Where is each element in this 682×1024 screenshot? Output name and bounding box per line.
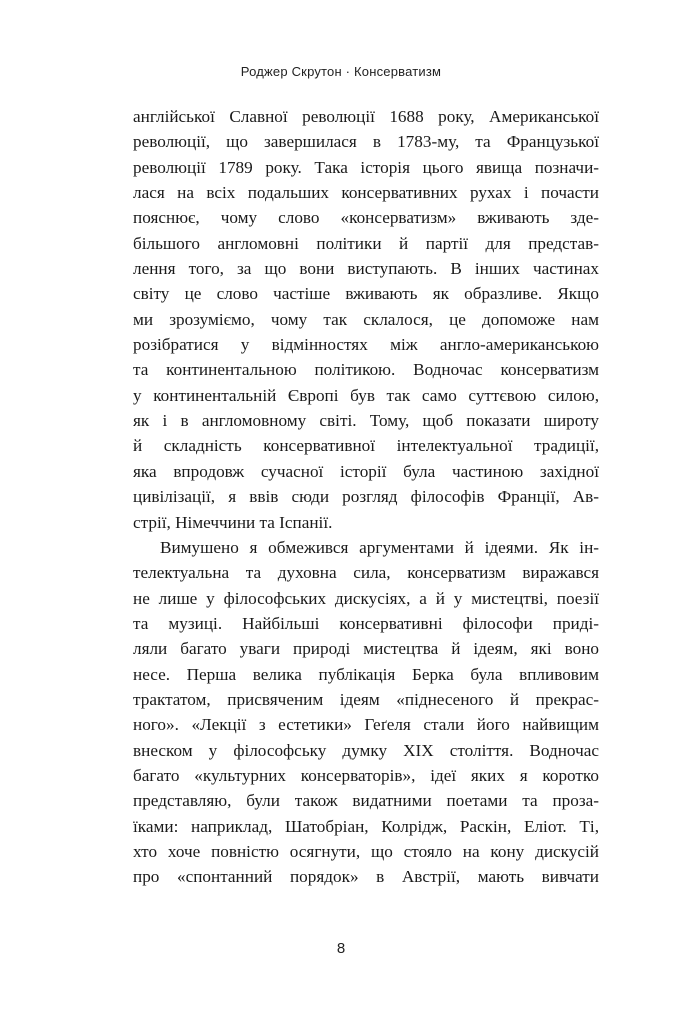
text-line: та континентальною політикою. Водночас консерватизм [133, 360, 599, 380]
text-line: лення того, за що вони виступають. В інших частинах [133, 259, 599, 279]
text-line: у континентальній Європі був так само суттєвою силою, [133, 385, 599, 405]
page-number: 8 [336, 940, 346, 957]
body-text [133, 104, 599, 890]
text-line: їками: наприклад, Шатобріан, Колрідж, Раскін, Еліот. Ті, [133, 816, 599, 836]
text-line: англійської Славної революції 1688 року, Американської [133, 107, 599, 126]
text-line: телектуальна та духовна сила, консерватизм виражався [133, 563, 599, 583]
text-line: Вимушено я обмежився аргументами й ідеями. Як ін- [160, 537, 599, 557]
text-line: пояснює, чому слово «консерватизм» вживають зде- [133, 208, 599, 228]
text-line: багато «культурних консерваторів», ідеї яких я коротко [133, 765, 599, 785]
text-line: про «спонтанний порядок» в Австрії, мають вивчати [133, 867, 599, 887]
text-line: ляли багато уваги природі мистецтва й ідеям, які воно [133, 639, 599, 659]
text-line: представляю, були також видатними поетами та проза- [133, 791, 599, 811]
text-line: стрії, Німеччини та Іспанії. [133, 512, 333, 532]
paragraph-1 [133, 104, 599, 535]
text-line: як і в англомовному світі. Тому, щоб показати широту [133, 411, 599, 431]
text-line: розібратися у відмінностях між англо-американською [133, 335, 599, 355]
text-line: ми зрозуміємо, чому так склалося, це допоможе нам [133, 309, 599, 329]
running-head: Роджер Скрутон · Консерватизм [240, 64, 442, 79]
text-line: ного». «Лекції з естетики» Геґеля стали його найвищим [133, 715, 599, 735]
text-line: більшого англомовні політики й партії для представ- [133, 233, 599, 253]
text-line: й складність консервативної інтелектуальної традиції, [133, 436, 599, 456]
text-line: хто хоче повністю осягнути, що стояло на кону дискусій [133, 841, 599, 861]
text-line: та музиці. Найбільші консервативні філософи приді- [133, 613, 599, 633]
text-line: яка впродовж сучасної історії була частиною західної [133, 461, 599, 481]
text-line: світу це слово частіше вживають як образливе. Якщо [133, 284, 599, 304]
text-line: цивілізації, я ввів сюди розгляд філософів Франції, Ав- [133, 487, 599, 507]
text-line: трактатом, присвяченим ідеям «піднесеного й прекрас- [133, 689, 599, 709]
text-line: не лише у філософських дискусіях, а й у мистецтві, поезії [133, 588, 599, 608]
text-line: революції 1789 року. Така історія цього явища позначи- [133, 157, 599, 177]
text-line: революції, що завершилася в 1783-му, та Французької [133, 132, 599, 152]
paragraph-2 [133, 535, 599, 890]
text-line: несе. Перша велика публікація Берка була впливовим [133, 664, 599, 684]
text-line: внеском у філософську думку XIX століття. Водночас [133, 740, 599, 760]
text-line: лася на всіх подальших консервативних рухах і почасти [133, 183, 599, 203]
